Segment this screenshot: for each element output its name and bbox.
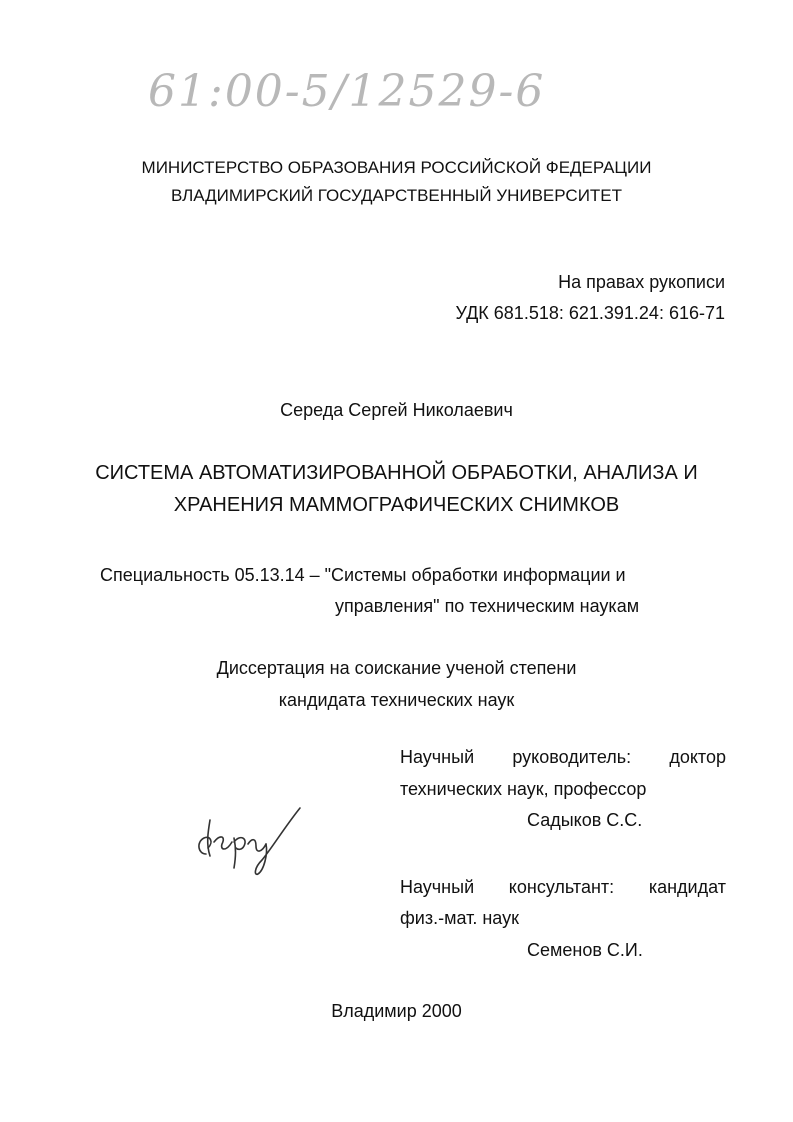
supervisor-word-3: доктор — [669, 747, 726, 767]
supervisor-name: Садыков С.С. — [527, 810, 643, 830]
consultant-word-2: консультант: — [508, 877, 615, 897]
university-heading: ВЛАДИМИРСКИЙ ГОСУДАРСТВЕННЫЙ УНИВЕРСИТЕТ — [170, 186, 623, 205]
supervisor-word-2: руководитель: — [512, 747, 632, 767]
supervisor-word-1: Научный — [400, 747, 475, 767]
thesis-title-line-2: ХРАНЕНИЯ МАММОГРАФИЧЕСКИХ СНИМКОВ — [173, 494, 620, 516]
degree-line-2: кандидата технических наук — [278, 690, 515, 710]
specialty-line-2: управления" по техническим наукам — [335, 596, 640, 616]
thesis-title-line-1: СИСТЕМА АВТОМАТИЗИРОВАННОЙ ОБРАБОТКИ, АНАЛИЗА И — [95, 462, 698, 484]
consultant-label-row — [400, 877, 726, 898]
city-year: Владимир 2000 — [331, 1001, 462, 1021]
consultant-name: Семенов С.И. — [527, 940, 643, 960]
consultant-word-1: Научный — [400, 877, 475, 897]
supervisor-label-row — [400, 747, 726, 768]
manuscript-rights-note: На правах рукописи — [558, 272, 725, 292]
degree-line-1: Диссертация на соискание ученой степени — [216, 658, 577, 678]
consultant-degree: физ.-мат. наук — [400, 908, 519, 928]
handwritten-archive-mark: 61:00-5/12529-6 — [148, 66, 546, 117]
handwritten-signature — [192, 798, 312, 878]
consultant-word-3: кандидат — [648, 877, 726, 897]
udc-code: УДК 681.518: 621.391.24: 616-71 — [455, 303, 725, 323]
author-name: Середа Сергей Николаевич — [280, 400, 513, 420]
specialty-line-1: Специальность 05.13.14 – "Системы обработки информации и — [100, 565, 626, 585]
ministry-heading: МИНИСТЕРСТВО ОБРАЗОВАНИЯ РОССИЙСКОЙ ФЕДЕРАЦИИ — [141, 158, 652, 177]
supervisor-degree: технических наук, профессор — [400, 779, 647, 799]
